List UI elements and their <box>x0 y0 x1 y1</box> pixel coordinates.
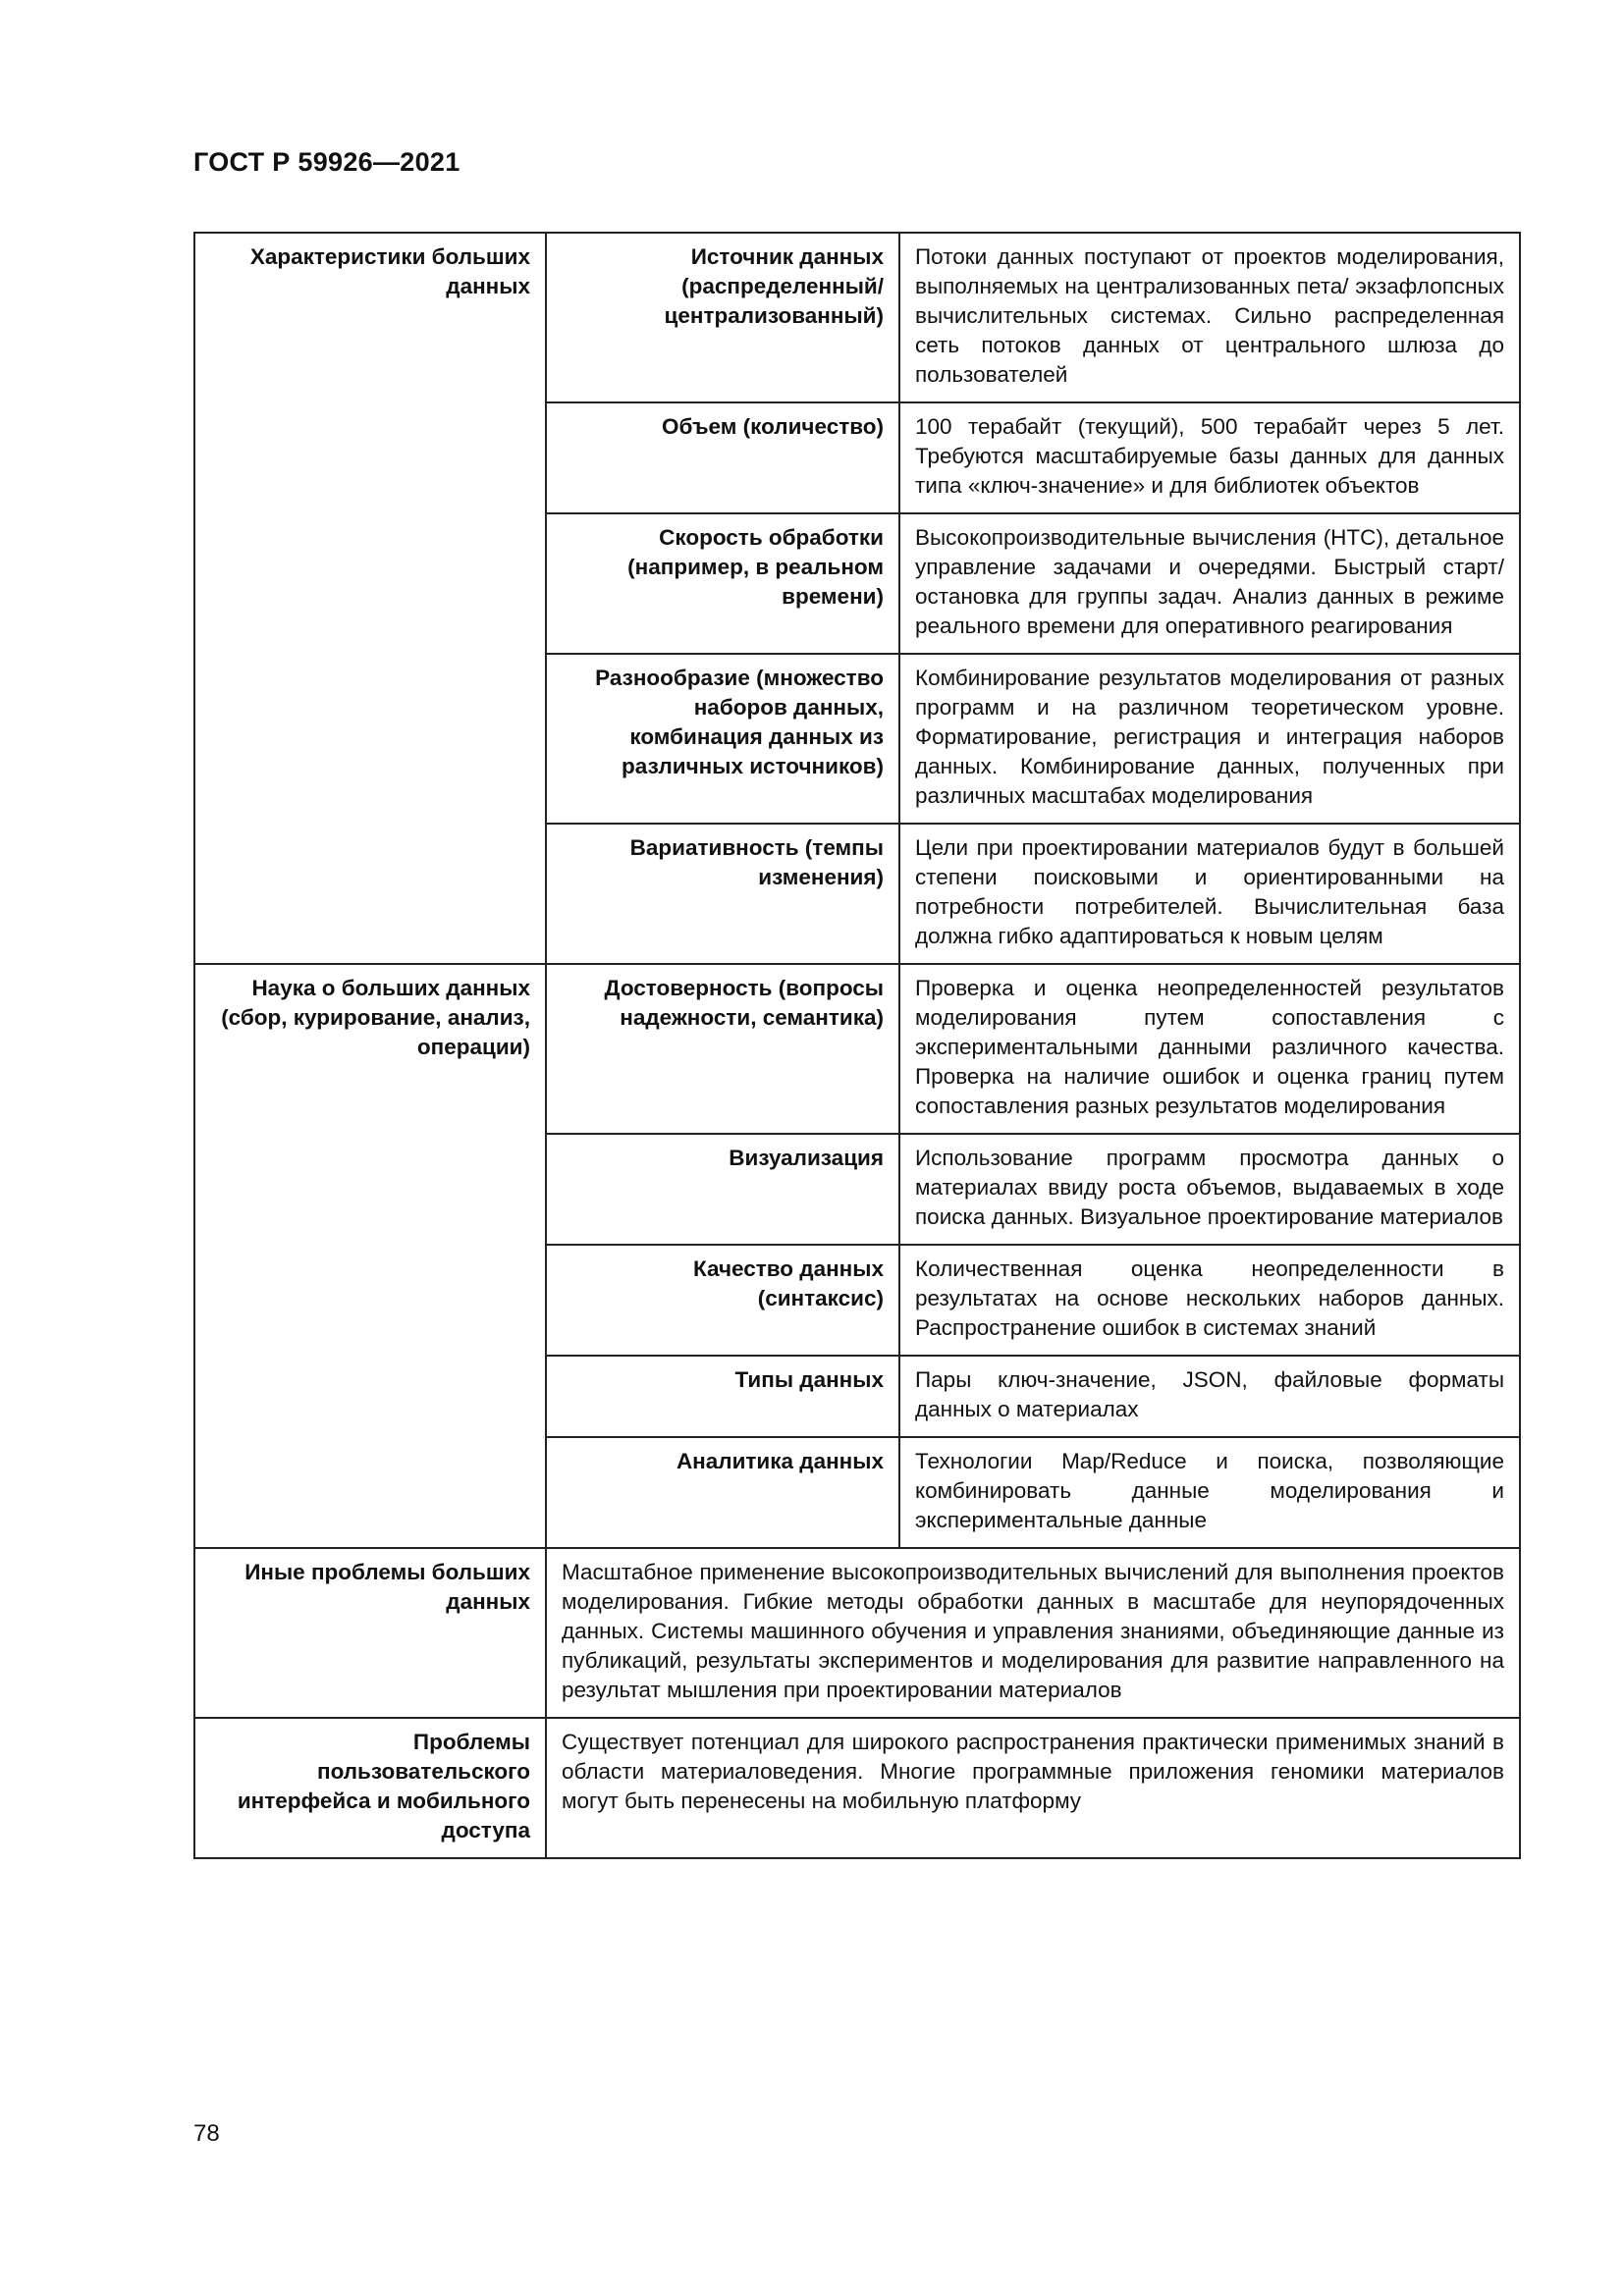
page-number: 78 <box>193 2120 220 2147</box>
table-row <box>194 233 1520 402</box>
description-text: Цели при проектировании материалов будут в большей степени поисковыми и ориентированными на потребности потребителей. Вычислительная база должна гибко адаптироваться к новым целям <box>915 835 1504 948</box>
use-case-table <box>193 232 1521 1859</box>
term-cell: Объем (количество) <box>546 402 899 513</box>
description-cell <box>899 233 1520 402</box>
table-row <box>194 1548 1520 1718</box>
description-cell <box>899 513 1520 654</box>
description-text: Потоки данных поступают от проектов моделирования, выполняемых на централизованных пета/ экзафлопсных вычислительных системах. Сильно распределенная сеть потоков данных от центрального шлюза до пользователей <box>915 244 1504 387</box>
description-cell <box>899 1245 1520 1356</box>
description-text: Высокопроизводительные вычисления (НТС), детальное управление задачами и очередями. Быстрый старт/остановка для группы задач. Анализ данных в режиме реального времени для оперативного реагирования <box>915 525 1504 638</box>
description-cell <box>899 1437 1520 1548</box>
term-cell: Источник данных (распределенный/ централизованный) <box>546 233 899 402</box>
table-row <box>194 1718 1520 1858</box>
term-cell: Аналитика данных <box>546 1437 899 1548</box>
description-text: Масштабное применение высокопроизводительных вычислений для выполнения проектов моделирования. Гибкие методы обработки данных в масштабе для неупорядоченных данных. Системы машинного обучения и управления знаниями, объединяющие данные из публикаций, результаты экспериментов и моделирования для развитие направленного на результат мышления при проектировании материалов <box>562 1560 1504 1702</box>
category-cell: Иные проблемы больших данных <box>194 1548 546 1718</box>
table-row <box>194 964 1520 1134</box>
description-text: Существует потенциал для широкого распространения практически применимых знаний в области материаловедения. Многие программные приложения геномики материалов могут быть перенесены на мобильную платформу <box>562 1730 1504 1813</box>
category-cell: Проблемы пользовательского интерфейса и мобильного доступа <box>194 1718 546 1858</box>
description-text: 100 терабайт (текущий), 500 терабайт через 5 лет. Требуются масштабируемые базы данных для данных типа «ключ-значение» и для библиотек объектов <box>915 414 1504 498</box>
description-text: Пары ключ-значение, JSON, файловые форматы данных о материалах <box>915 1367 1504 1421</box>
category-cell: Характеристики больших данных <box>194 233 546 964</box>
description-text: Технологии Map/Reduce и поиска, позволяющие комбинировать данные моделирования и экспериментальные данные <box>915 1449 1504 1532</box>
description-cell <box>899 824 1520 964</box>
term-cell: Достоверность (вопросы надежности, семантика) <box>546 964 899 1134</box>
description-text: Комбинирование результатов моделирования от разных программ и на различном теоретическом уровне. Форматирование, регистрация и интеграция наборов данных. Комбинирование данных, полученных при различных масштабах моделирования <box>915 666 1504 808</box>
description-text: Количественная оценка неопределенности в результатах на основе нескольких наборов данных. Распространение ошибок в системах знаний <box>915 1256 1504 1340</box>
description-text: Проверка и оценка неопределенностей результатов моделирования путем сопоставления с экспериментальными данными различного качества. Проверка на наличие ошибок и оценка границ путем сопоставления разных результатов моделирования <box>915 976 1504 1118</box>
term-cell: Визуализация <box>546 1134 899 1245</box>
description-text: Использование программ просмотра данных о материалах ввиду роста объемов, выдаваемых в ходе поиска данных. Визуальное проектирование материалов <box>915 1146 1504 1229</box>
document-id-header: ГОСТ Р 59926—2021 <box>193 147 460 177</box>
term-cell: Качество данных (синтаксис) <box>546 1245 899 1356</box>
description-cell <box>899 1134 1520 1245</box>
category-cell: Наука о больших данных (сбор, курирование, анализ, операции) <box>194 964 546 1548</box>
term-cell: Разнообразие (множество наборов данных, комбинация данных из различных источников) <box>546 654 899 824</box>
term-cell: Вариативность (темпы изменения) <box>546 824 899 964</box>
description-cell <box>899 402 1520 513</box>
description-cell <box>899 654 1520 824</box>
description-cell <box>546 1548 1520 1718</box>
description-cell <box>899 964 1520 1134</box>
term-cell: Скорость обработки (например, в реальном времени) <box>546 513 899 654</box>
description-cell <box>899 1356 1520 1437</box>
term-cell: Типы данных <box>546 1356 899 1437</box>
description-cell <box>546 1718 1520 1858</box>
